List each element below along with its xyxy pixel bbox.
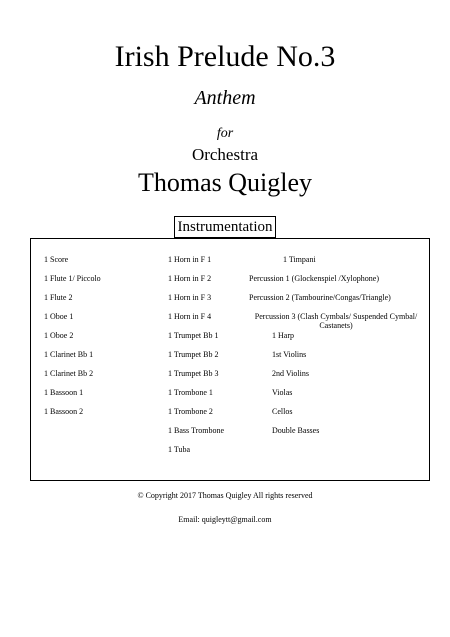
instrument-item: 1 Horn in F 2 — [168, 274, 212, 283]
piece-subtitle: Anthem — [194, 87, 256, 109]
instrument-item: 1 Horn in F 3 — [168, 293, 212, 302]
instrument-item: 1 Trumpet Bb 1 — [168, 331, 219, 340]
instrument-item: Violas — [272, 388, 293, 397]
instrument-item: Double Basses — [272, 426, 320, 435]
instrument-item: 1 Trombone 2 — [168, 407, 213, 416]
contact-email: Email: quigleytt@gmail.com — [178, 515, 272, 524]
instrument-item: 1 Timpani — [283, 255, 316, 264]
instrument-item: 1 Horn in F 4 — [168, 312, 212, 321]
instrument-item: 1 Harp — [272, 331, 294, 340]
instrument-item: Percussion 2 (Tambourine/Congas/Triangle) — [249, 293, 391, 302]
instrumentation-list — [30, 238, 430, 481]
instrument-item: 1 Bassoon 2 — [44, 407, 84, 416]
instrument-item: 2nd Violins — [272, 369, 309, 378]
copyright-notice: © Copyright 2017 Thomas Quigley All rights reserved — [137, 491, 313, 500]
instrument-item: 1 Clarinet Bb 2 — [44, 369, 94, 378]
piece-title: Irish Prelude No.3 — [114, 40, 336, 73]
instrument-item: Percussion 3 (Clash Cymbals/ Suspended Cymbal/ Castanets) — [254, 312, 418, 330]
instrument-item: 1 Trombone 1 — [168, 388, 213, 397]
instrument-item: 1st Violins — [272, 350, 307, 359]
instrument-item: 1 Flute 1/ Piccolo — [44, 274, 101, 283]
instrument-item: 1 Score — [44, 255, 69, 264]
instrument-item: Percussion 1 (Glockenspiel /Xylophone) — [249, 274, 379, 283]
instrument-item: 1 Trumpet Bb 3 — [168, 369, 219, 378]
instrument-item: 1 Clarinet Bb 1 — [44, 350, 94, 359]
ensemble-label: Orchestra — [191, 145, 259, 164]
instrument-item: 1 Bassoon 1 — [44, 388, 84, 397]
instrument-item: Cellos — [272, 407, 293, 416]
instrument-item: 1 Horn in F 1 — [168, 255, 212, 264]
instrument-item: 1 Oboe 1 — [44, 312, 74, 321]
instrument-item: 1 Oboe 2 — [44, 331, 74, 340]
instrument-item: 1 Bass Trombone — [168, 426, 225, 435]
instrumentation-heading: Instrumentation — [174, 216, 276, 238]
for-label: for — [216, 126, 234, 141]
instrument-item: 1 Flute 2 — [44, 293, 73, 302]
instrument-item: 1 Tuba — [168, 445, 191, 454]
composer-name: Thomas Quigley — [137, 168, 313, 197]
instrument-item: 1 Trumpet Bb 2 — [168, 350, 219, 359]
